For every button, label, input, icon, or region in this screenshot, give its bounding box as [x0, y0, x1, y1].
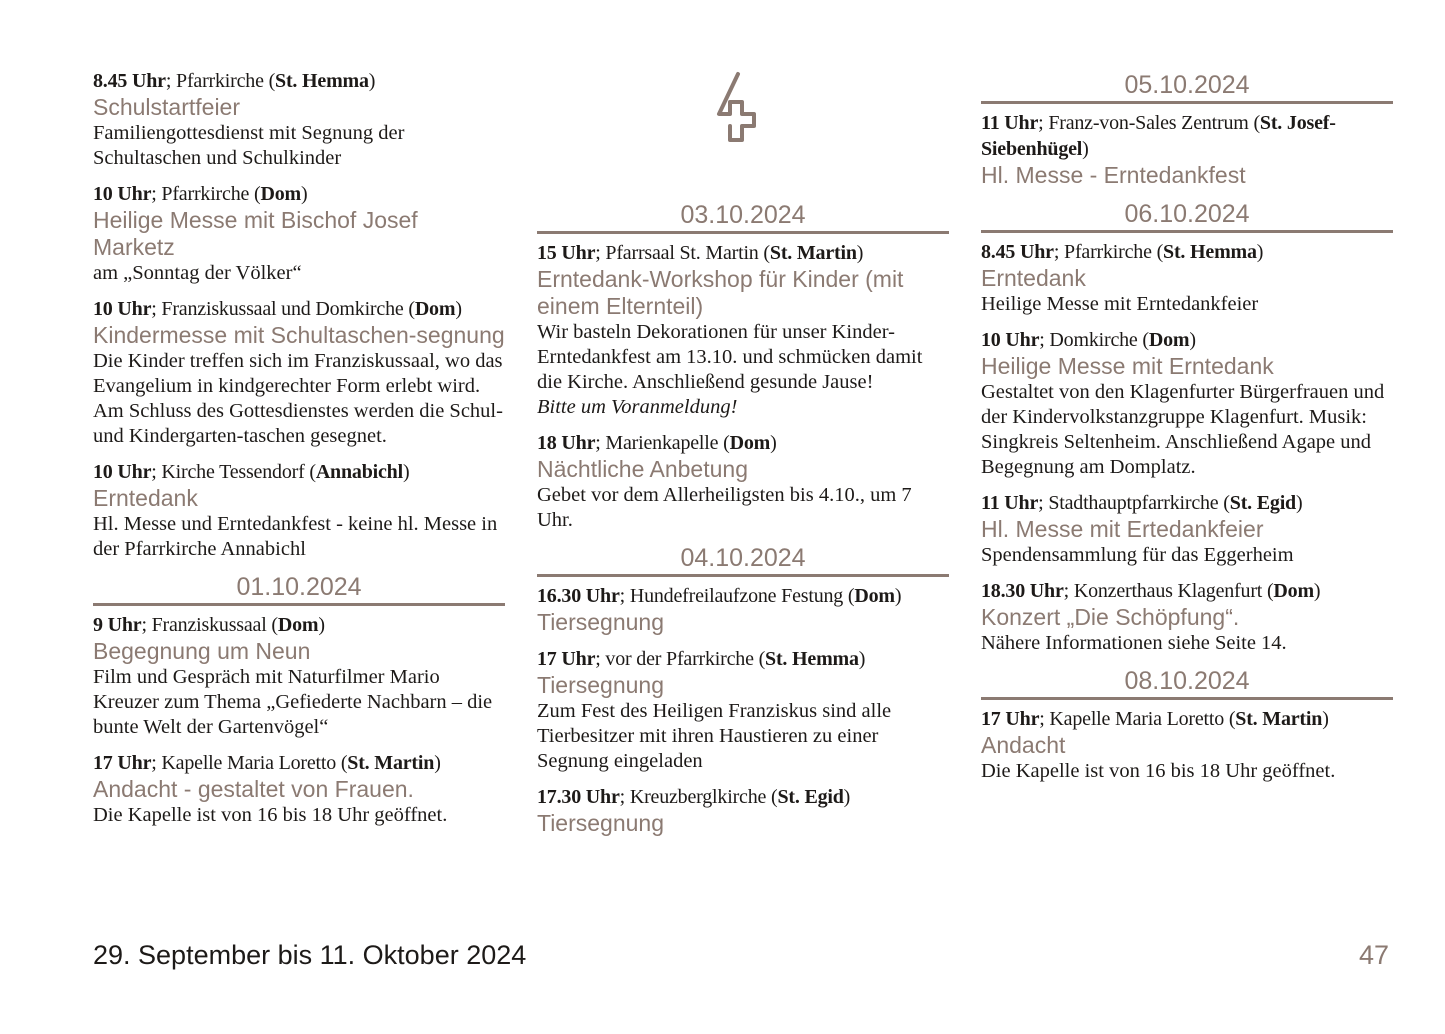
- event-title: Begegnung um Neun: [93, 638, 311, 664]
- meta-separator: ;: [165, 70, 177, 92]
- event-entry: [537, 240, 949, 420]
- meta-separator: ;: [1063, 580, 1074, 602]
- event-time: 9 Uhr: [93, 614, 142, 636]
- event-time: 10 Uhr: [93, 298, 152, 320]
- event-description: [93, 121, 505, 171]
- meta-separator: ;: [151, 461, 162, 483]
- event-meta: [981, 490, 1393, 516]
- event-time: 17 Uhr: [537, 648, 596, 670]
- event-entry: [93, 181, 505, 286]
- event-description-text: Zum Fest des Heiligen Franziskus sind alle Tierbesitzer mit ihren Haustieren zu einer Segnung eingeladen: [537, 700, 892, 772]
- event-entry: [93, 296, 505, 449]
- event-entry: [93, 612, 505, 740]
- event-description-text: Die Kapelle ist von 16 bis 18 Uhr geöffnet.: [93, 804, 448, 826]
- paren-close: ): [402, 461, 410, 483]
- paren-open: (: [1218, 492, 1230, 514]
- event-entry: [981, 706, 1393, 784]
- date-heading: 01.10.2024: [93, 572, 505, 606]
- event-title: Heilige Messe mit Erntedank: [981, 353, 1274, 379]
- meta-separator: ;: [1038, 112, 1049, 134]
- meta-separator: ;: [141, 614, 152, 636]
- paren-open: (: [843, 585, 855, 607]
- event-entry: [981, 239, 1393, 317]
- column-1: [93, 68, 505, 838]
- event-meta: [981, 110, 1393, 162]
- paren-close: ): [368, 70, 376, 92]
- event-location: Pfarrsaal St. Martin: [605, 242, 759, 264]
- event-parish: St. Martin: [769, 242, 857, 264]
- event-description: [93, 512, 505, 562]
- event-entry: [981, 490, 1393, 568]
- meta-separator: ;: [595, 432, 606, 454]
- event-description-text: Gestaltet von den Klagenfurter Bürgerfrauen und der Kindervolkstanzgruppe Klagenfurt. Musik: Singkreis Seltenheim. Anschließend Agape und Begegnung am Domplatz.: [981, 381, 1385, 478]
- event-entry: [537, 430, 949, 533]
- event-time: 18.30 Uhr: [981, 580, 1064, 602]
- event-description: [537, 483, 949, 533]
- event-meta: [537, 430, 949, 456]
- event-meta: [93, 68, 505, 94]
- paren-open: (: [304, 461, 316, 483]
- footer-date-range: 29. September bis 11. Oktober 2024: [93, 940, 527, 970]
- paren-open: (: [336, 752, 348, 774]
- event-meta: [93, 612, 505, 638]
- event-entry: [93, 750, 505, 828]
- event-meta: [537, 583, 949, 609]
- event-entry: [93, 68, 505, 171]
- meta-separator: ;: [1038, 492, 1049, 514]
- event-title: Schulstartfeier: [93, 94, 241, 120]
- event-description-text: Heilige Messe mit Erntedankfeier: [981, 293, 1259, 315]
- event-description: [93, 665, 505, 740]
- paren-close: ): [1082, 138, 1089, 160]
- paren-open: (: [249, 183, 261, 205]
- event-title: Kindermesse mit Schultaschen-segnung: [93, 322, 505, 348]
- paren-close: ): [1256, 241, 1264, 263]
- paren-open: (: [758, 242, 770, 264]
- event-meta: [537, 646, 949, 672]
- event-parish: Dom: [414, 298, 456, 320]
- paren-open: (: [1248, 112, 1260, 134]
- event-parish: Dom: [729, 432, 771, 454]
- meta-separator: ;: [1039, 329, 1050, 351]
- event-description-text: Hl. Messe und Erntedankfest - keine hl. Messe in der Pfarrkirche Annabichl: [93, 513, 498, 560]
- event-location: Hundefreilaufzone Festung: [629, 585, 844, 607]
- paren-close: ): [434, 752, 441, 774]
- paren-close: ): [894, 585, 902, 607]
- event-parish: Dom: [854, 585, 895, 607]
- event-entry: [93, 459, 505, 562]
- event-meta: [93, 296, 505, 322]
- event-location: Pfarrkirche: [176, 70, 264, 92]
- event-location: vor der Pfarrkirche: [605, 648, 754, 670]
- event-entry: [981, 110, 1393, 189]
- event-location: Franz-von-Sales Zentrum: [1048, 112, 1249, 134]
- meta-separator: ;: [1039, 708, 1050, 730]
- event-description-text: Nähere Informationen siehe Seite 14.: [981, 632, 1287, 654]
- event-meta: [981, 706, 1393, 732]
- event-time: 10 Uhr: [93, 461, 152, 483]
- event-parish: St. Martin: [1235, 708, 1323, 730]
- meta-separator: ;: [1053, 241, 1065, 263]
- paren-open: (: [718, 432, 730, 454]
- event-location: Stadthauptpfarrkirche: [1048, 492, 1219, 514]
- meta-separator: ;: [595, 648, 606, 670]
- event-parish: St. Josef-Siebenhügel: [981, 112, 1336, 160]
- event-description: [93, 349, 505, 449]
- event-parish: St. Egid: [1229, 492, 1296, 514]
- event-location: Franziskussaal: [151, 614, 267, 636]
- event-parish: St. Hemma: [1163, 241, 1257, 263]
- event-title: Erntedank-Workshop für Kinder (mit einem Elternteil): [537, 266, 904, 319]
- event-description: [981, 631, 1393, 656]
- event-location: Domkirche: [1049, 329, 1138, 351]
- event-entry: [537, 784, 949, 837]
- event-description-text: am „Sonntag der Völker“: [93, 262, 302, 284]
- event-parish: St. Hemma: [275, 70, 369, 92]
- event-time: 17.30 Uhr: [537, 786, 620, 808]
- event-title: Andacht: [981, 732, 1066, 758]
- paren-close: ): [1313, 580, 1321, 602]
- event-description-text: Wir basteln Dekorationen für unser Kinder-Erntedankfest am 13.10. und schmücken damit die Kirche. Anschließend gesunde Jause!: [537, 321, 923, 393]
- paren-open: (: [1151, 241, 1164, 263]
- event-time: 10 Uhr: [93, 183, 152, 205]
- event-description-text: Film und Gespräch mit Naturfilmer Mario Kreuzer zum Thema „Gefiederte Nachbarn – die bunte Welt der Gartenvögel“: [93, 666, 493, 738]
- paren-close: ): [318, 614, 325, 636]
- event-time: 11 Uhr: [981, 112, 1039, 134]
- meta-separator: ;: [619, 786, 630, 808]
- event-description-text: Die Kinder treffen sich im Franziskussaal, wo das Evangelium in kindgerechter Form erlebt wird. Am Schluss des Gottesdienstes werden die Schul- und Kindergarten-taschen gesegnet.: [93, 350, 503, 447]
- event-title: Erntedank: [93, 485, 198, 511]
- event-time: 8.45 Uhr: [981, 241, 1054, 263]
- paren-open: (: [1224, 708, 1236, 730]
- event-description: [981, 543, 1393, 568]
- event-description-text: Die Kapelle ist von 16 bis 18 Uhr geöffnet.: [981, 760, 1336, 782]
- event-parish: Dom: [1148, 329, 1190, 351]
- paren-close: ): [1189, 329, 1196, 351]
- event-title: Hl. Messe - Erntedankfest: [981, 162, 1246, 188]
- event-location: Kapelle Maria Loretto: [1049, 708, 1225, 730]
- event-time: 8.45 Uhr: [93, 70, 166, 92]
- event-meta: [93, 459, 505, 485]
- event-time: 17 Uhr: [93, 752, 152, 774]
- event-time: 15 Uhr: [537, 242, 596, 264]
- event-note: Bitte um Voranmeldung!: [537, 396, 738, 418]
- event-title: Hl. Messe mit Ertedankfeier: [981, 516, 1264, 542]
- event-parish: Dom: [1273, 580, 1314, 602]
- event-description: [537, 320, 949, 420]
- date-heading: 03.10.2024: [537, 200, 949, 234]
- event-meta: [981, 578, 1393, 604]
- meta-separator: ;: [151, 298, 162, 320]
- event-parish: Annabichl: [315, 461, 403, 483]
- event-location: Kirche Tessendorf: [161, 461, 305, 483]
- event-description: [537, 699, 949, 774]
- column-2: [537, 68, 949, 847]
- event-time: 10 Uhr: [981, 329, 1040, 351]
- event-entry: [981, 578, 1393, 656]
- event-location: Konzerthaus Klagenfurt: [1073, 580, 1263, 602]
- event-meta: [981, 327, 1393, 353]
- event-time: 17 Uhr: [981, 708, 1040, 730]
- event-description: [981, 292, 1393, 317]
- event-description: [93, 261, 505, 286]
- event-entry: [981, 327, 1393, 480]
- event-time: 18 Uhr: [537, 432, 596, 454]
- event-title: Heilige Messe mit Bischof Josef Marketz: [93, 207, 418, 260]
- date-heading: 06.10.2024: [981, 199, 1393, 233]
- event-title: Tiersegnung: [537, 609, 665, 635]
- paren-open: (: [403, 298, 415, 320]
- event-parish: Dom: [277, 614, 319, 636]
- event-meta: [93, 750, 505, 776]
- meta-separator: ;: [619, 585, 630, 607]
- event-meta: [537, 240, 949, 266]
- event-time: 11 Uhr: [981, 492, 1039, 514]
- event-title: Tiersegnung: [537, 672, 665, 698]
- date-heading: 05.10.2024: [981, 70, 1393, 104]
- logo-spacer: [537, 68, 949, 198]
- event-entry: [537, 583, 949, 636]
- event-entry: [537, 646, 949, 774]
- event-description: [981, 759, 1393, 784]
- paren-close: ): [1322, 708, 1329, 730]
- paren-close: ): [856, 242, 864, 264]
- event-meta: [93, 181, 505, 207]
- paren-open: (: [1262, 580, 1274, 602]
- paren-open: (: [766, 786, 778, 808]
- event-meta: [537, 784, 949, 810]
- event-description: [93, 803, 505, 828]
- event-title: Andacht - gestaltet von Frauen.: [93, 776, 414, 802]
- paren-close: ): [455, 298, 462, 320]
- event-description-text: Gebet vor dem Allerheiligsten bis 4.10., um 7 Uhr.: [537, 484, 912, 531]
- date-heading: 08.10.2024: [981, 666, 1393, 700]
- event-location: Pfarrkirche: [1064, 241, 1152, 263]
- event-title: Erntedank: [981, 265, 1086, 291]
- paren-open: (: [753, 648, 766, 670]
- paren-close: ): [858, 648, 866, 670]
- paren-open: (: [1137, 329, 1149, 351]
- event-description-text: Spendensammlung für das Eggerheim: [981, 544, 1294, 566]
- event-title: Nächtliche Anbetung: [537, 456, 748, 482]
- event-parish: St. Martin: [347, 752, 435, 774]
- event-parish: St. Hemma: [765, 648, 859, 670]
- paren-open: (: [266, 614, 278, 636]
- event-parish: St. Egid: [777, 786, 844, 808]
- meta-separator: ;: [151, 752, 162, 774]
- meta-separator: ;: [151, 183, 162, 205]
- date-heading: 04.10.2024: [537, 543, 949, 577]
- event-location: Kapelle Maria Loretto: [161, 752, 337, 774]
- paren-close: ): [1295, 492, 1303, 514]
- paren-open: (: [263, 70, 276, 92]
- event-description: [981, 380, 1393, 480]
- event-location: Pfarrkirche: [161, 183, 250, 205]
- event-title: Konzert „Die Schöpfung“.: [981, 604, 1240, 630]
- paren-close: ): [300, 183, 308, 205]
- page-number: 47: [1358, 940, 1389, 970]
- event-location: Kreuzberglkirche: [629, 786, 767, 808]
- event-meta: [981, 239, 1393, 265]
- event-title: Tiersegnung: [537, 810, 665, 836]
- event-description-text: Familiengottesdienst mit Segnung der Schultaschen und Schulkinder: [93, 122, 405, 169]
- meta-separator: ;: [595, 242, 606, 264]
- paren-close: ): [843, 786, 851, 808]
- column-3: [981, 68, 1393, 794]
- event-location: Marienkapelle: [605, 432, 719, 454]
- event-time: 16.30 Uhr: [537, 585, 620, 607]
- event-parish: Dom: [260, 183, 301, 205]
- paren-close: ): [770, 432, 777, 454]
- event-location: Franziskussaal und Domkirche: [161, 298, 404, 320]
